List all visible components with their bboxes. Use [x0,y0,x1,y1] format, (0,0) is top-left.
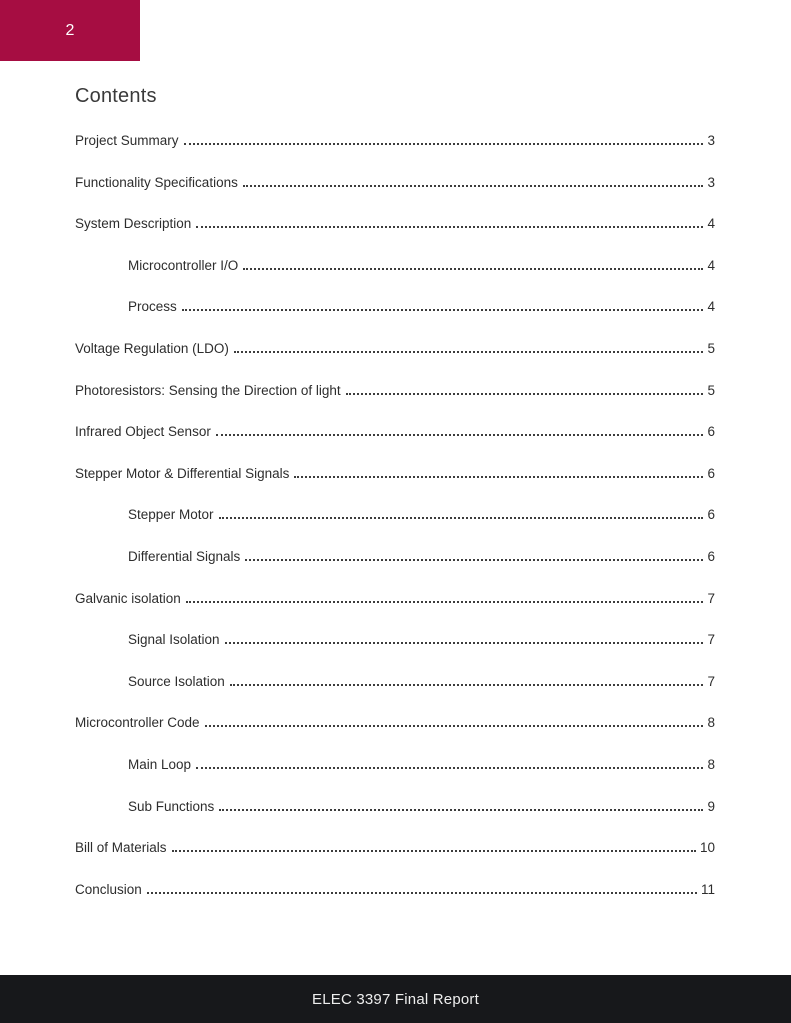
toc-entry-label: Main Loop [128,756,192,772]
dot-leader [230,680,704,686]
dot-leader [184,139,704,145]
toc-entry[interactable] [75,840,715,882]
toc-entry-label: Bill of Materials [75,840,167,856]
toc-entry[interactable] [75,507,715,549]
toc-entry-label: Process [128,299,177,315]
toc-entry-page: 5 [707,382,715,398]
toc-entry[interactable] [75,632,715,674]
toc-entry-page: 5 [707,340,715,356]
toc-entry-page: 10 [699,840,715,856]
page-number-box [0,0,140,61]
toc-entry-page: 8 [707,756,715,772]
toc-entry-page: 6 [707,507,715,523]
toc-entry-page: 4 [707,216,715,232]
toc-entry-page: 6 [707,465,715,481]
toc-entry[interactable] [75,549,715,591]
toc-entry-label: Voltage Regulation (LDO) [75,340,229,356]
toc-entry-label: Sub Functions [128,798,215,814]
dot-leader [186,597,704,603]
dot-leader [245,555,703,561]
contents-title: Contents [75,85,157,107]
toc-entry-page: 9 [707,798,715,814]
toc-entry-page: 3 [707,133,715,148]
toc-entry-label: Differential Signals [128,548,241,564]
footer-bar [0,975,791,1023]
toc-entry-label: Signal Isolation [128,632,220,648]
dot-leader [172,846,696,852]
toc-entry-page: 7 [707,590,715,606]
toc-entry-label: Source Isolation [128,673,225,689]
toc-entry[interactable] [75,341,715,383]
toc-entry[interactable] [75,216,715,258]
toc-list [75,133,715,923]
toc-entry-page: 4 [707,257,715,273]
toc-entry-label: Infrared Object Sensor [75,424,211,440]
toc-entry[interactable] [75,882,715,924]
toc-entry[interactable] [75,424,715,466]
toc-entry-label: Microcontroller I/O [128,257,239,273]
toc-entry-page: 7 [707,673,715,689]
toc-entry-page: 4 [707,299,715,315]
toc-entry-label: Stepper Motor [128,507,214,523]
dot-leader [182,305,704,311]
toc-entry[interactable] [75,383,715,425]
toc-entry[interactable] [75,715,715,757]
dot-leader [225,638,704,644]
toc-entry-label: Functionality Specifications [75,174,238,190]
toc-entry[interactable] [75,757,715,799]
toc-entry[interactable] [75,133,715,175]
dot-leader [205,721,704,727]
toc-entry-label: Microcontroller Code [75,715,200,731]
toc-entry-page: 8 [707,715,715,731]
dot-leader [196,763,703,769]
dot-leader [234,347,704,353]
toc-entry-page: 6 [707,424,715,440]
toc-entry-label: Conclusion [75,881,142,897]
page-number: 2 [65,21,75,39]
dot-leader [294,472,703,478]
toc-entry[interactable] [75,591,715,633]
dot-leader [243,264,703,270]
toc-entry[interactable] [75,799,715,841]
toc-entry-label: Photoresistors: Sensing the Direction of light [75,382,341,398]
toc-entry[interactable] [75,466,715,508]
toc-entry-page: 7 [707,632,715,648]
toc-entry-page: 3 [707,174,715,190]
toc-entry[interactable] [75,674,715,716]
toc-entry-label: Project Summary [75,133,179,148]
toc-entry-page: 6 [707,548,715,564]
dot-leader [219,513,704,519]
toc-entry-label: Galvanic isolation [75,590,181,606]
dot-leader [346,389,704,395]
toc-entry-label: Stepper Motor & Differential Signals [75,465,290,481]
footer-text: ELEC 3397 Final Report [312,990,479,1008]
toc-entry-label: System Description [75,216,192,232]
dot-leader [216,430,704,436]
toc-entry[interactable] [75,258,715,300]
toc-entry[interactable] [75,175,715,217]
dot-leader [219,805,703,811]
dot-leader [147,888,697,894]
dot-leader [196,222,703,228]
dot-leader [243,181,704,187]
toc-entry[interactable] [75,299,715,341]
toc-entry-page: 11 [700,881,715,897]
